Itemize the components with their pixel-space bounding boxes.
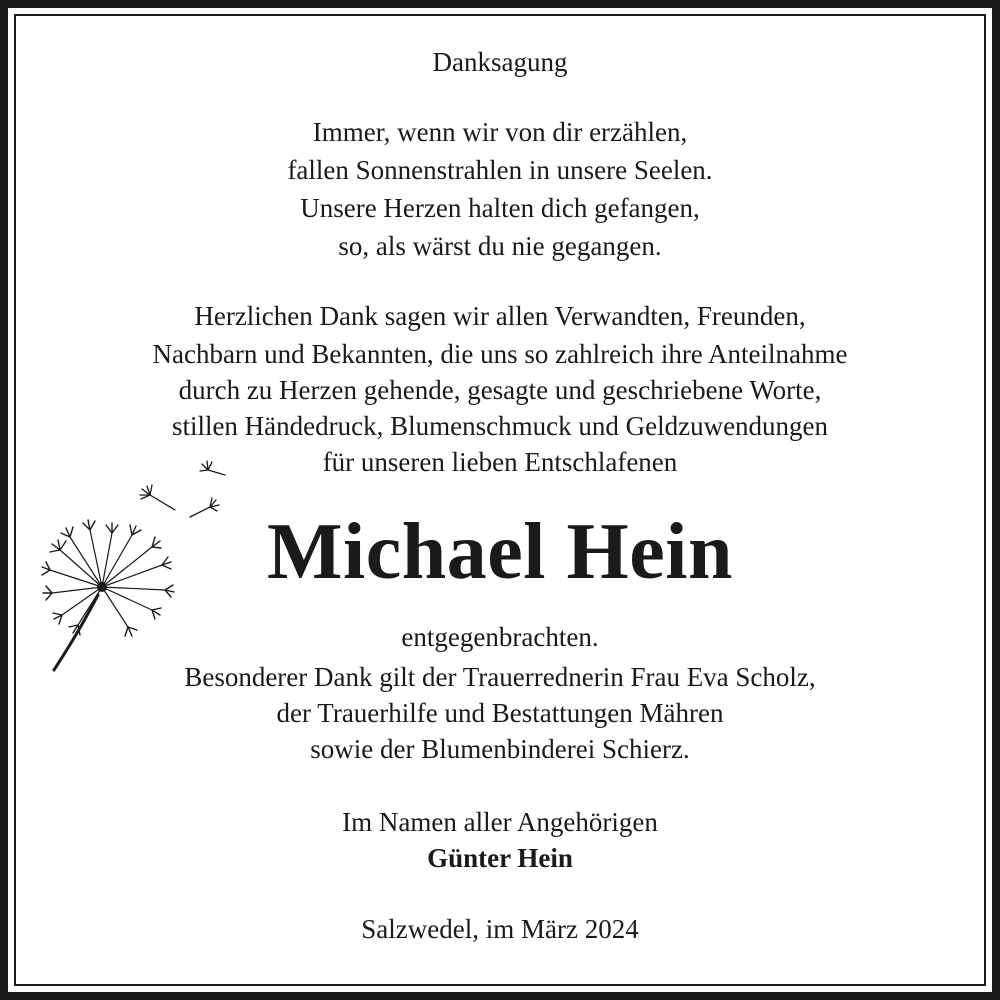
- thanks-line: Herzlichen Dank sagen wir allen Verwandten, Freunden,: [194, 301, 806, 331]
- signer-name: Günter Hein: [427, 843, 573, 873]
- deceased-name: Michael Hein: [267, 508, 733, 596]
- thanks-line: für unseren lieben Entschlafenen: [322, 447, 678, 477]
- poem-line: fallen Sonnenstrahlen in unsere Seelen.: [287, 155, 713, 185]
- dandelion-icon: [40, 455, 240, 680]
- heading: Danksagung: [432, 47, 568, 77]
- after-name-line: sowie der Blumenbinderei Schierz.: [310, 734, 690, 764]
- thanks-line: durch zu Herzen gehende, gesagte und geschriebene Worte,: [178, 375, 822, 405]
- signature-intro: Im Namen aller Angehörigen: [342, 807, 658, 837]
- poem-line: Immer, wenn wir von dir erzählen,: [312, 117, 688, 147]
- after-name-line: entgegenbrachten.: [401, 622, 599, 652]
- after-name-line: der Trauerhilfe und Bestattungen Mähren: [276, 698, 724, 728]
- poem-line: so, als wärst du nie gegangen.: [338, 231, 662, 261]
- thanks-line: Nachbarn und Bekannten, die uns so zahlreich ihre Anteilnahme: [152, 339, 848, 369]
- after-name-line: Besonderer Dank gilt der Trauerrednerin Frau Eva Scholz,: [184, 662, 816, 692]
- thanks-line: stillen Händedruck, Blumenschmuck und Geldzuwendungen: [171, 411, 829, 441]
- poem-line: Unsere Herzen halten dich gefangen,: [300, 193, 700, 223]
- place-date: Salzwedel, im März 2024: [361, 914, 639, 944]
